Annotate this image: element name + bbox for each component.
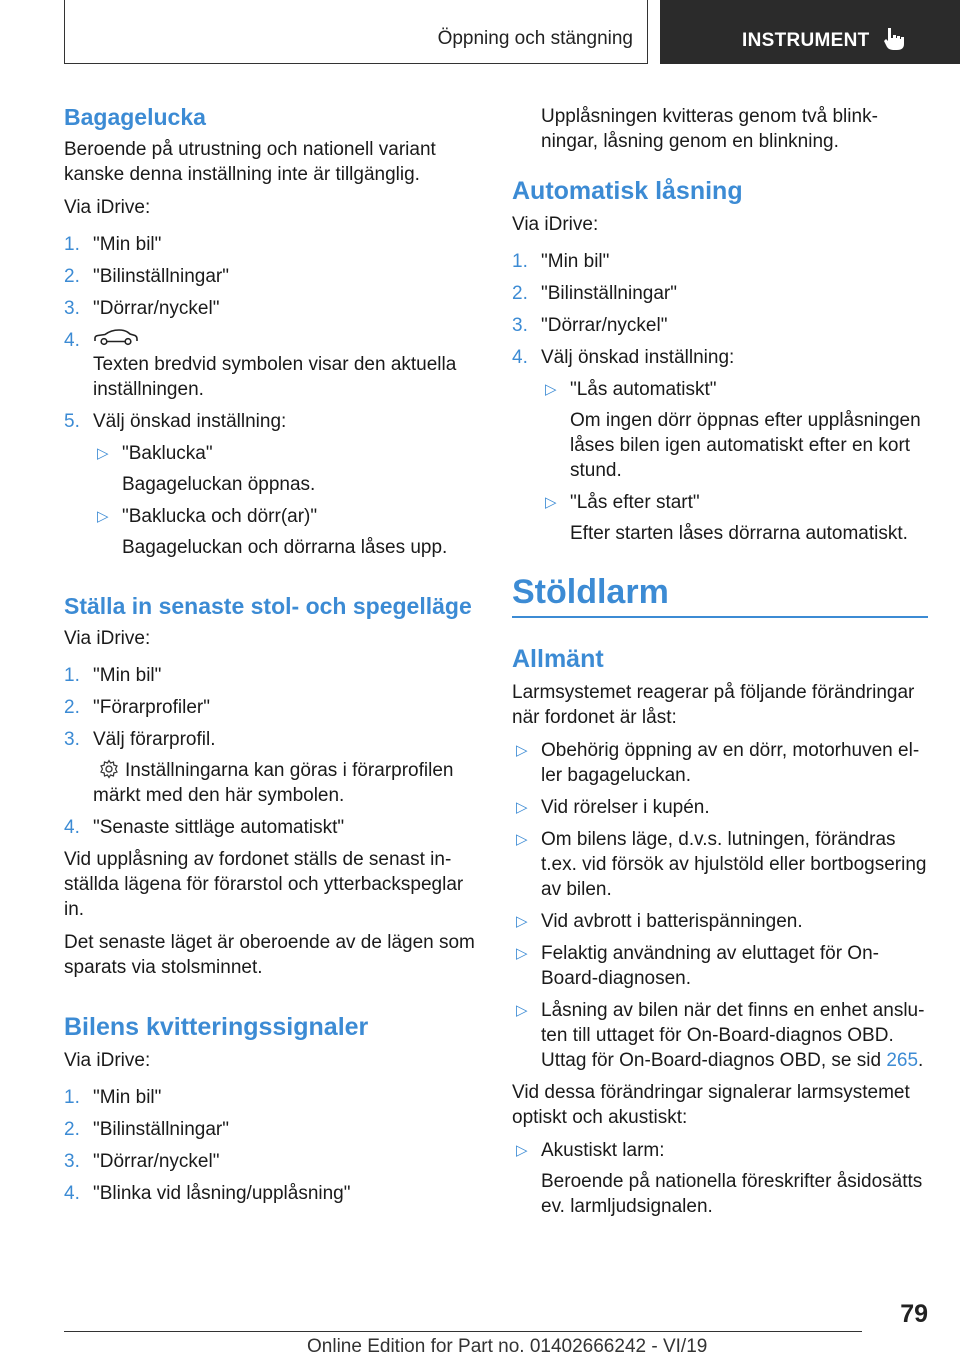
sub-list-item: ▷ "Lås efter start" Efter starten låses dörrarna automatiskt. [545,492,908,544]
sub-list-item: ▷ "Lås automatiskt" Om ingen dörr öppnas efter upplåsningen låses bilen igen automatiskt efter en kort stund. [545,379,921,481]
sub-list-item: ▷ "Baklucka" Bagageluckan öppnas. [97,443,316,495]
paragraph-bagagelucka: Beroende på utrustning och nationell variant kanske denna inställning inte är tillgänglig. [64,139,436,185]
gear-icon [99,759,119,779]
heading-stalla-in: Ställa in senaste stol- och spegelläge [64,593,472,619]
list-item: 2. "Bilinställningar" [64,1119,229,1140]
list-item: 1. "Min bil" [512,251,610,272]
page-number: 79 [900,1300,928,1328]
paragraph-kvittering: Upplåsningen kvitteras genom två blinkningar, låsning genom en blinkning. [541,106,878,152]
bullet-item: ▷ Felaktig användning av eluttaget för On-Board-diagnosen. [516,943,879,989]
bullet-item: ▷ Obehörig öppning av en dörr, motorhuven eller bagageluckan. [516,740,920,786]
paragraph-signal: Vid dessa förändringar signalerar larmsystemet optiskt och akustiskt: [512,1082,910,1128]
list-item: 2. "Bilinställningar" [64,266,229,287]
heading-kvitteringssignaler: Bilens kvitteringssignaler [64,1013,369,1041]
list-item: 5. Välj önskad inställning: ▷ "Baklucka" Bagageluckan öppnas. ▷ "Baklucka och dörr(ar)" Bagageluckan och dörrarna låses upp. [64,409,478,560]
via-idrive-label: Via iDrive: [64,628,151,649]
header-section-tab [64,0,648,64]
heading-automatisk-lasning: Automatisk låsning [512,177,743,205]
bullet-item: ▷ Vid rörelser i kupén. [516,797,710,818]
bullet-item: ▷ Vid avbrott i batterispänningen. [516,911,803,932]
header-section-title: Öppning och stängning [437,28,633,49]
list-item: 4. Välj önskad inställning: ▷ "Lås automatiskt" Om ingen dörr öppnas efter upplåsningen låses bilen igen automatiskt efter en kort stund. ▷ "Lås efter start" Efter starten låses dörrarna automatiskt. [512,345,928,546]
paragraph-upplasning: Vid upplåsning av fordonet ställs de senast inställda lägena för förarstol och ytterbackspeglar in. [64,849,464,920]
bullet-item: ▷ Akustiskt larm: Beroende på nationella föreskrifter åsidosätts ev. larmljudsignalen. [516,1140,923,1217]
footer-divider [64,1331,862,1332]
list-item: 2. "Förarprofiler" [64,697,210,718]
header-chapter-title: INSTRUMENT [742,30,870,51]
left-column [64,104,478,1213]
list-item: 1. "Min bil" [64,234,162,255]
pointing-hand-icon [882,26,908,52]
list-item: 3. "Dörrar/nyckel" [64,1151,220,1172]
via-idrive-label: Via iDrive: [512,214,599,235]
list-item: 4. "Senaste sittläge automatiskt" [64,817,345,838]
header-chapter-tab [660,0,960,64]
list-item: 3. "Dörrar/nyckel" [512,315,668,336]
list-item: 3. "Dörrar/nyckel" [64,298,220,319]
list-item: 4. "Blinka vid låsning/upplåsning" [64,1183,351,1204]
list-item: 3. Välj förarprofil. Inställningarna kan göras i förarprofilen märkt med den här symbolen. [64,729,454,806]
heading-allmant: Allmänt [512,645,604,673]
footer-edition: Online Edition for Part no. 01402666242 - VI/19 [307,1336,708,1357]
heading-stoldlarm: Stöldlarm [512,572,928,618]
via-idrive-label: Via iDrive: [64,1050,151,1071]
list-item: 4. Texten bredvid symbolen visar den aktuella inställningen. [64,330,457,400]
right-column [512,100,928,1226]
profile-note: Inställningarna kan göras i förarprofilen märkt med den här symbolen. [93,760,454,806]
heading-bagagelucka: Bagagelucka [64,104,206,130]
list-item: 1. "Min bil" [64,665,162,686]
page-link-265[interactable]: 265 [886,1050,919,1071]
bullet-item: ▷ Låsning av bilen när det finns en enhet ansluten till uttaget för On-Board-diagnos OBD. Uttag för On-Board-diagnos OBD, se sid 265. [516,1000,925,1071]
sub-list-item: ▷ "Baklucka och dörr(ar)" Bagageluckan och dörrarna låses upp. [97,506,448,558]
list-item: 2. "Bilinställningar" [512,283,677,304]
paragraph-senaste: Det senaste läget är oberoende av de lägen som sparats via stolsminnet. [64,932,475,978]
car-icon [93,328,139,346]
list-item: 1. "Min bil" [64,1087,162,1108]
via-idrive-label: Via iDrive: [64,197,151,218]
bullet-item: ▷ Om bilens läge, d.v.s. lutningen, förändras t.ex. vid försök av hjulstöld eller bortbogsering av bilen. [516,829,927,900]
paragraph-larm: Larmsystemet reagerar på följande förändringar när fordonet är låst: [512,682,915,728]
